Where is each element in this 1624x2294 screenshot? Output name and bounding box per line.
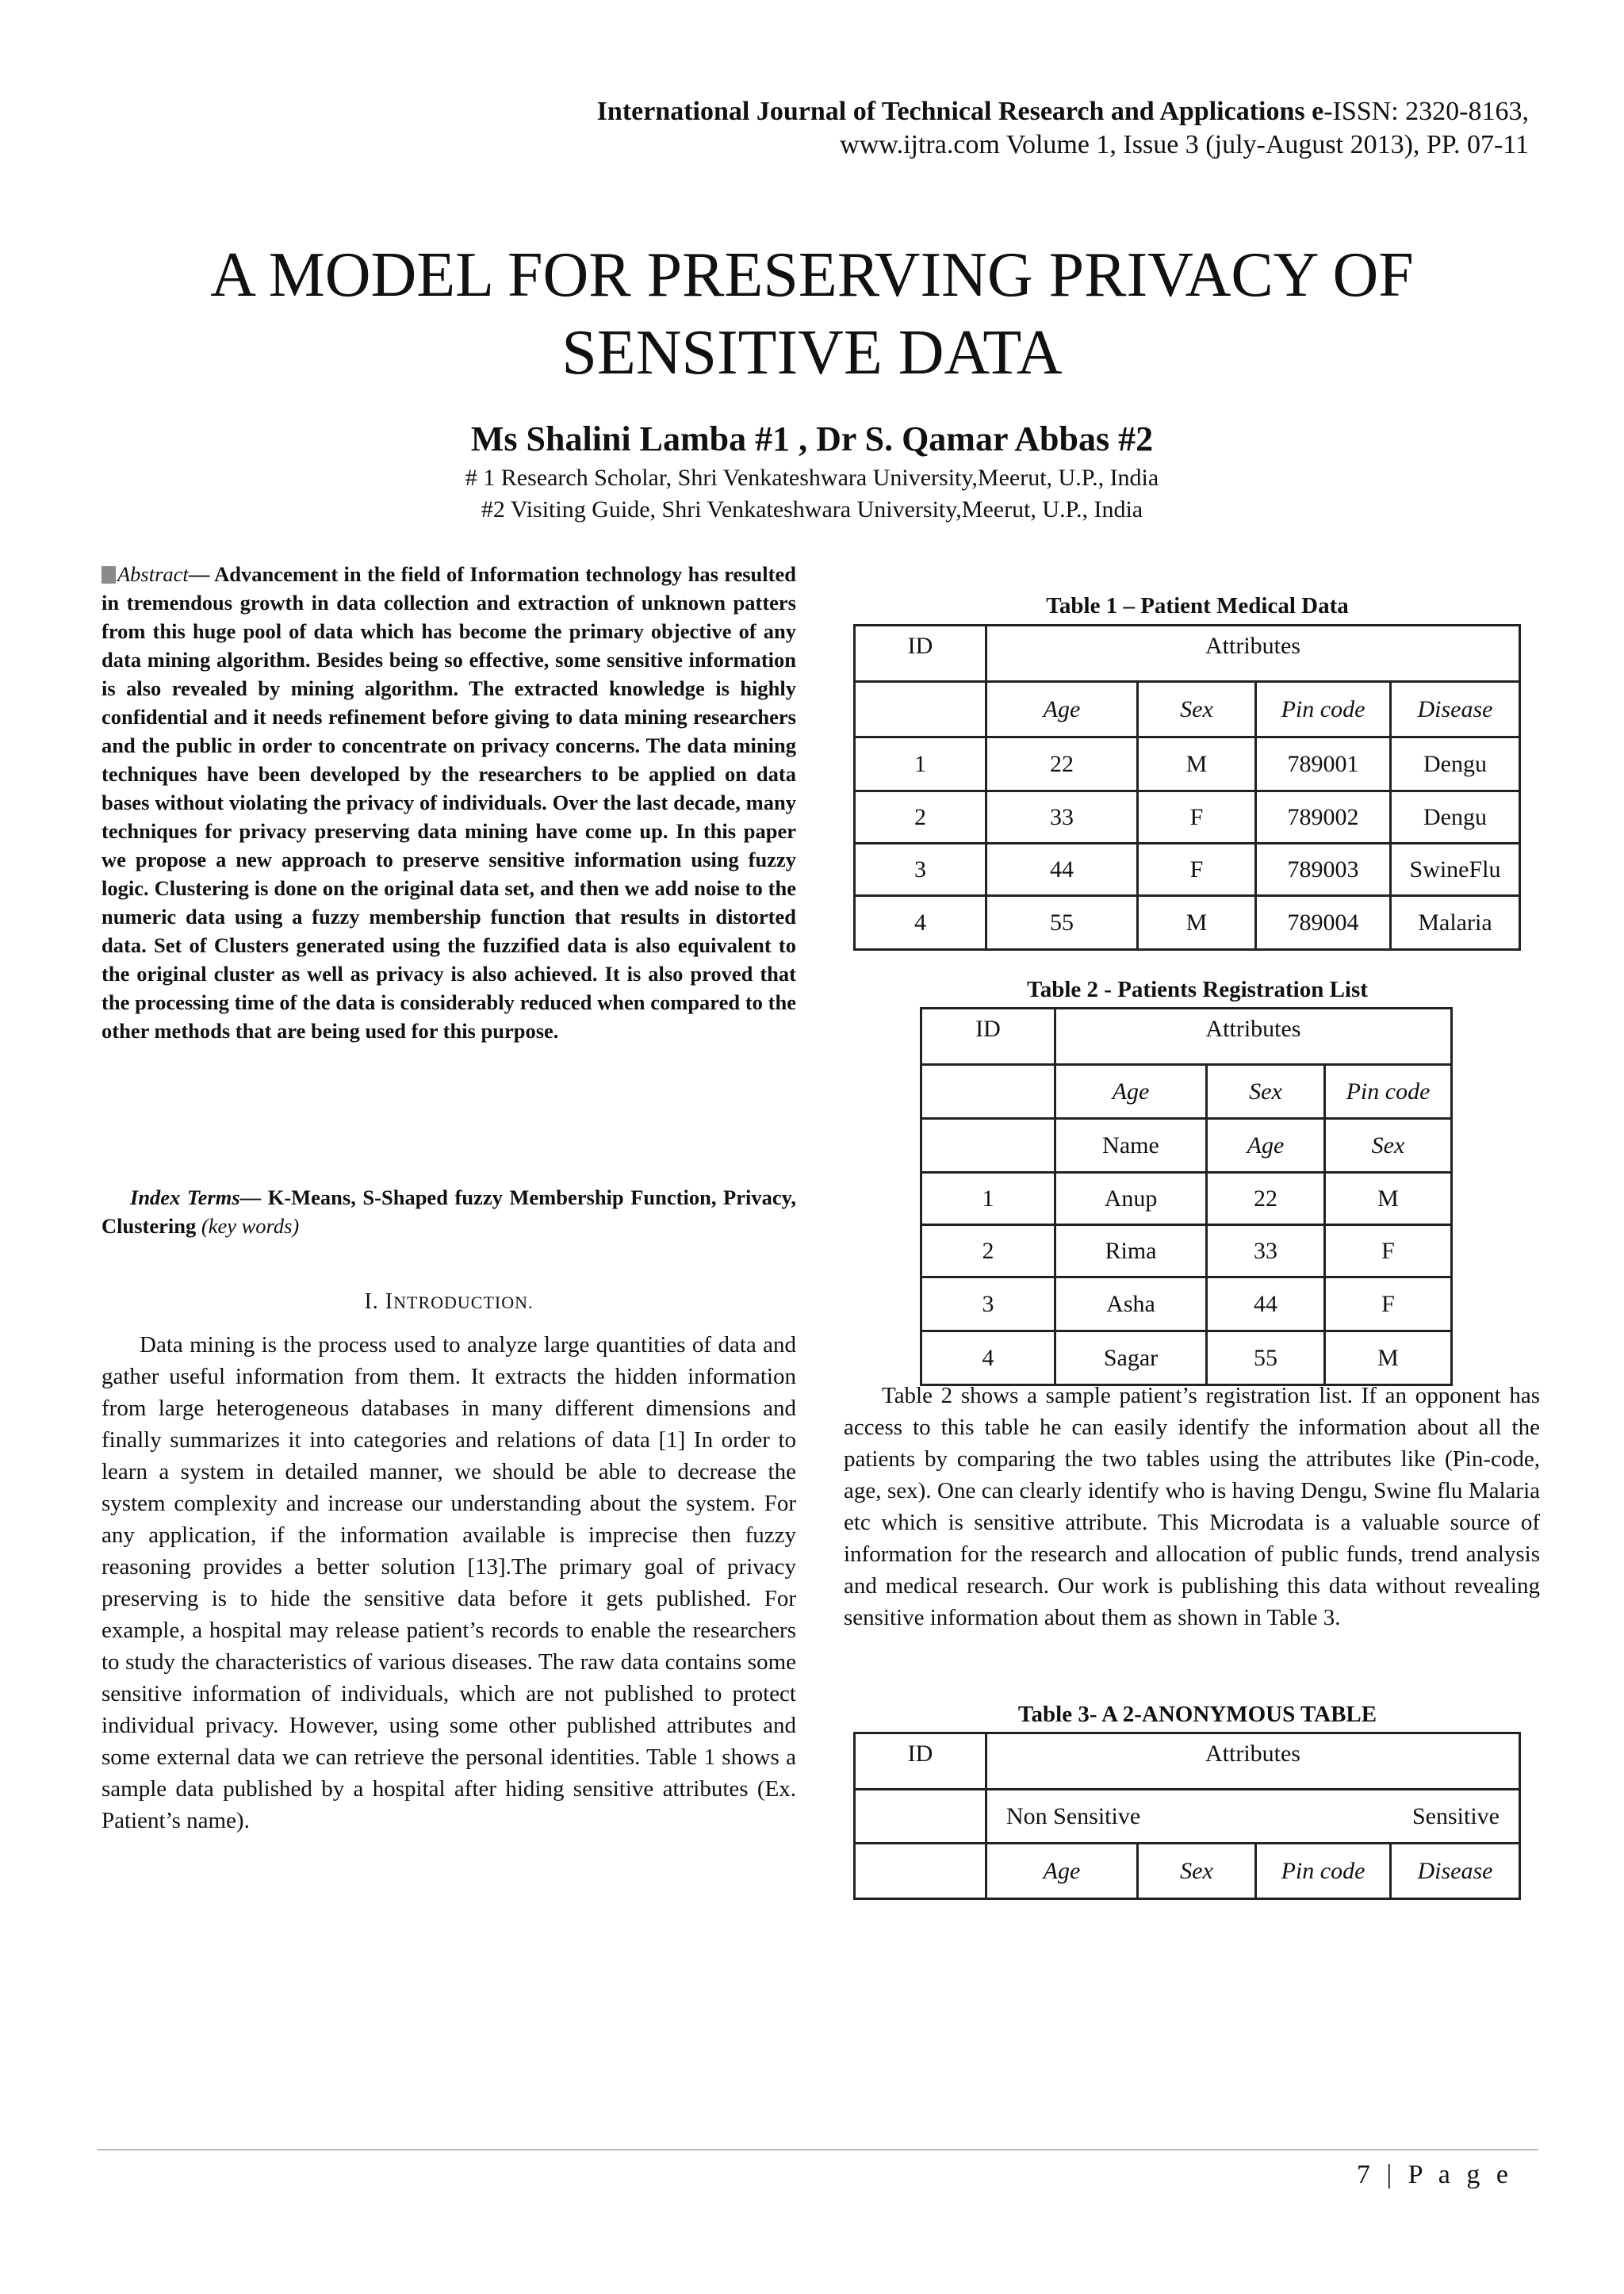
table2-cell: M xyxy=(1325,1331,1452,1385)
table3-group-header xyxy=(986,1790,1520,1844)
table1-cell: 22 xyxy=(986,737,1138,791)
table1-cell: 4 xyxy=(855,896,986,950)
table-row xyxy=(921,1173,1452,1225)
table-row xyxy=(921,1225,1452,1277)
table2-cell: M xyxy=(1325,1173,1452,1225)
table1-cell xyxy=(855,682,986,737)
table1-cell: 789004 xyxy=(1256,896,1391,950)
table1-cell: Dengu xyxy=(1391,737,1520,791)
table1-col-header: Pin code xyxy=(1256,682,1391,737)
table1-cell: 1 xyxy=(855,737,986,791)
table1-col-header: Disease xyxy=(1391,682,1520,737)
table2-caption: Table 2 - Patients Registration List xyxy=(1027,977,1368,1002)
table1-cell: 789003 xyxy=(1256,844,1391,896)
index-terms xyxy=(102,1183,796,1240)
table1-cell: Malaria xyxy=(1391,896,1520,950)
section-heading-rest: NTRODUCTION. xyxy=(393,1293,534,1312)
table3-col-header: Sex xyxy=(1138,1844,1256,1899)
table-row xyxy=(855,896,1520,950)
title-line-1: A MODEL FOR PRESERVING PRIVACY OF xyxy=(210,240,1414,310)
table3-id-header: ID xyxy=(855,1733,986,1790)
footer-divider xyxy=(97,2149,1538,2150)
table3 xyxy=(853,1732,1521,1900)
introduction-paragraph: Data mining is the process used to analyze large quantities of data and gather useful information from them. It extracts the hidden information from large heterogeneous databases in many different dimensions and finally summarizes it into categories and relations of data [1] In order to learn a system in detailed manner, we should be able to decrease the system complexity and increase our understanding about the system. For any application, if the information available is imprecise then fuzzy reasoning provides a better solution [13].The primary goal of privacy preserving is to hide the sensitive data before it gets published. For example, a hospital may release patient’s records to enable the researchers to study the characteristics of various diseases. The raw data contains some sensitive information of individuals, which are not published to protect individual privacy. However, using some other published attributes and some external data we can retrieve the personal identities. Table 1 shows a sample data published by a hospital after hiding sensitive attributes (Ex. Patient’s name). xyxy=(102,1332,796,1833)
author-list: Ms Shalini Lamba #1 , Dr S. Qamar Abbas #2 xyxy=(470,419,1154,458)
table2-col-header: Age xyxy=(1055,1065,1207,1119)
table-row xyxy=(921,1331,1452,1385)
journal-header xyxy=(597,95,1529,162)
table2-cell: Rima xyxy=(1055,1225,1207,1277)
table3-attributes-header: Attributes xyxy=(986,1733,1520,1790)
table1-caption: Table 1 – Patient Medical Data xyxy=(1046,593,1349,618)
table1-cell: F xyxy=(1138,844,1256,896)
page-number-value: 7 xyxy=(1356,2160,1375,2189)
table2-cell: F xyxy=(1325,1277,1452,1331)
abstract-marker-icon xyxy=(102,566,116,584)
table2-cell: 33 xyxy=(1207,1225,1325,1277)
table2-cell: Anup xyxy=(1055,1173,1207,1225)
table2-id-header: ID xyxy=(921,1009,1055,1065)
journal-volume: www.ijtra.com Volume 1, Issue 3 (july-August 2013), PP. 07-11 xyxy=(840,130,1529,159)
table1-cell: 3 xyxy=(855,844,986,896)
table1-cell: F xyxy=(1138,791,1256,844)
table1-cell: 44 xyxy=(986,844,1138,896)
table3-col-header: Age xyxy=(986,1844,1138,1899)
table2-cell: Sagar xyxy=(1055,1331,1207,1385)
affiliation-1: # 1 Research Scholar, Shri Venkateshwara University,Meerut, U.P., India xyxy=(465,465,1159,491)
table2-description: Table 2 shows a sample patient’s registration list. If an opponent has access to this table he can easily identify the information about all the patients by comparing the two tables using the attributes like (Pin-code, age, sex). One can clearly identify who is having Dengu, Swine flu Malaria etc which is sensitive attribute. This Microdata is a valuable source of information for the research and allocation of public funds, trend analysis and medical research. Our work is publishing this data without revealing sensitive information about them as shown in Table 3. xyxy=(844,1383,1540,1630)
table1-cell: M xyxy=(1138,737,1256,791)
table2-col-header: Name xyxy=(1055,1119,1207,1173)
table1 xyxy=(853,624,1521,951)
index-terms-text: — K-Means, S-Shaped fuzzy Membership Function, Privacy, Clustering xyxy=(102,1185,796,1238)
table3-cell xyxy=(855,1790,986,1844)
page-number xyxy=(1357,2160,1513,2190)
table2-cell: F xyxy=(1325,1225,1452,1277)
abstract-lead: Abstract xyxy=(117,562,189,586)
table2-cell: 22 xyxy=(1207,1173,1325,1225)
table1-cell: 2 xyxy=(855,791,986,844)
index-terms-lead: Index Terms xyxy=(130,1185,240,1209)
table1-cell: 789002 xyxy=(1256,791,1391,844)
table2-cell: 44 xyxy=(1207,1277,1325,1331)
table-row xyxy=(855,844,1520,896)
table2-cell: 2 xyxy=(921,1225,1055,1277)
table1-cell: 33 xyxy=(986,791,1138,844)
table2-cell: Asha xyxy=(1055,1277,1207,1331)
table3-col-header: Disease xyxy=(1391,1844,1520,1899)
section-heading-introduction xyxy=(102,1289,796,1315)
page-label: P a g e xyxy=(1408,2160,1513,2189)
paper-title xyxy=(0,236,1624,392)
table1-attributes-header: Attributes xyxy=(986,626,1520,682)
table1-col-header: Sex xyxy=(1138,682,1256,737)
table-row xyxy=(855,737,1520,791)
table2-col-header: Pin code xyxy=(1325,1065,1452,1119)
journal-name: International Journal of Technical Research and Applications e xyxy=(596,97,1324,126)
table1-cell: 55 xyxy=(986,896,1138,950)
page-number-sep: | xyxy=(1374,2160,1408,2189)
title-line-2: SENSITIVE DATA xyxy=(561,318,1063,388)
table1-cell: M xyxy=(1138,896,1256,950)
table2-col-header: Sex xyxy=(1325,1119,1452,1173)
table3-caption: Table 3- A 2-ANONYMOUS TABLE xyxy=(1017,1702,1377,1727)
table1-cell: 789001 xyxy=(1256,737,1391,791)
table2-cell xyxy=(921,1119,1055,1173)
table2-attributes-header: Attributes xyxy=(1055,1009,1452,1065)
table1-col-header: Age xyxy=(986,682,1138,737)
table2-cell: 1 xyxy=(921,1173,1055,1225)
table-row xyxy=(921,1277,1452,1331)
section-heading-num: I. I xyxy=(364,1289,394,1314)
abstract-text: — Advancement in the field of Information technology has resulted in tremendous growth in data collection and extraction of unknown patters from this huge pool of data which has become the primary objective of any data mining algorithm. Besides being so effective, some sensitive information is also revealed by mining algorithm. The extracted knowledge is highly confidential and it needs refinement before giving to data mining researchers and the public in order to concentrate on privacy concerns. The data mining techniques have been developed by the researchers to be applied on data bases without violating the privacy of individuals. Over the last decade, many techniques for privacy preserving data mining have come up. In this paper we propose a new approach to preserve sensitive information using fuzzy logic. Clustering is done on the original data set, and then we add noise to the numeric data using a fuzzy membership function that results in distorted data. Set of Clusters generated using the fuzzified data is also equivalent to the original cluster as well as privacy is also achieved. It is also proved that the processing time of the data is considerably reduced when compared to the other methods that are being used for this purpose. xyxy=(102,562,796,1043)
table2-cell: 4 xyxy=(921,1331,1055,1385)
table3-col-header: Pin code xyxy=(1256,1844,1391,1899)
table3-sensitive: Sensitive xyxy=(1412,1802,1500,1829)
table3-cell xyxy=(855,1844,986,1899)
table1-cell: Dengu xyxy=(1391,791,1520,844)
index-terms-kw: (key words) xyxy=(201,1214,300,1238)
table2-cell: 55 xyxy=(1207,1331,1325,1385)
table2-col-header: Sex xyxy=(1207,1065,1325,1119)
table2 xyxy=(920,1007,1453,1386)
table2-col-header: Age xyxy=(1207,1119,1325,1173)
table2-cell: 3 xyxy=(921,1277,1055,1331)
table3-non-sensitive: Non Sensitive xyxy=(1006,1802,1141,1829)
table-row xyxy=(855,791,1520,844)
journal-issn: -ISSN: 2320-8163, xyxy=(1323,97,1529,126)
abstract xyxy=(102,560,796,1045)
table1-id-header: ID xyxy=(855,626,986,682)
table2-cell xyxy=(921,1065,1055,1119)
table1-cell: SwineFlu xyxy=(1391,844,1520,896)
affiliation-2: #2 Visiting Guide, Shri Venkateshwara University,Meerut, U.P., India xyxy=(481,496,1143,523)
